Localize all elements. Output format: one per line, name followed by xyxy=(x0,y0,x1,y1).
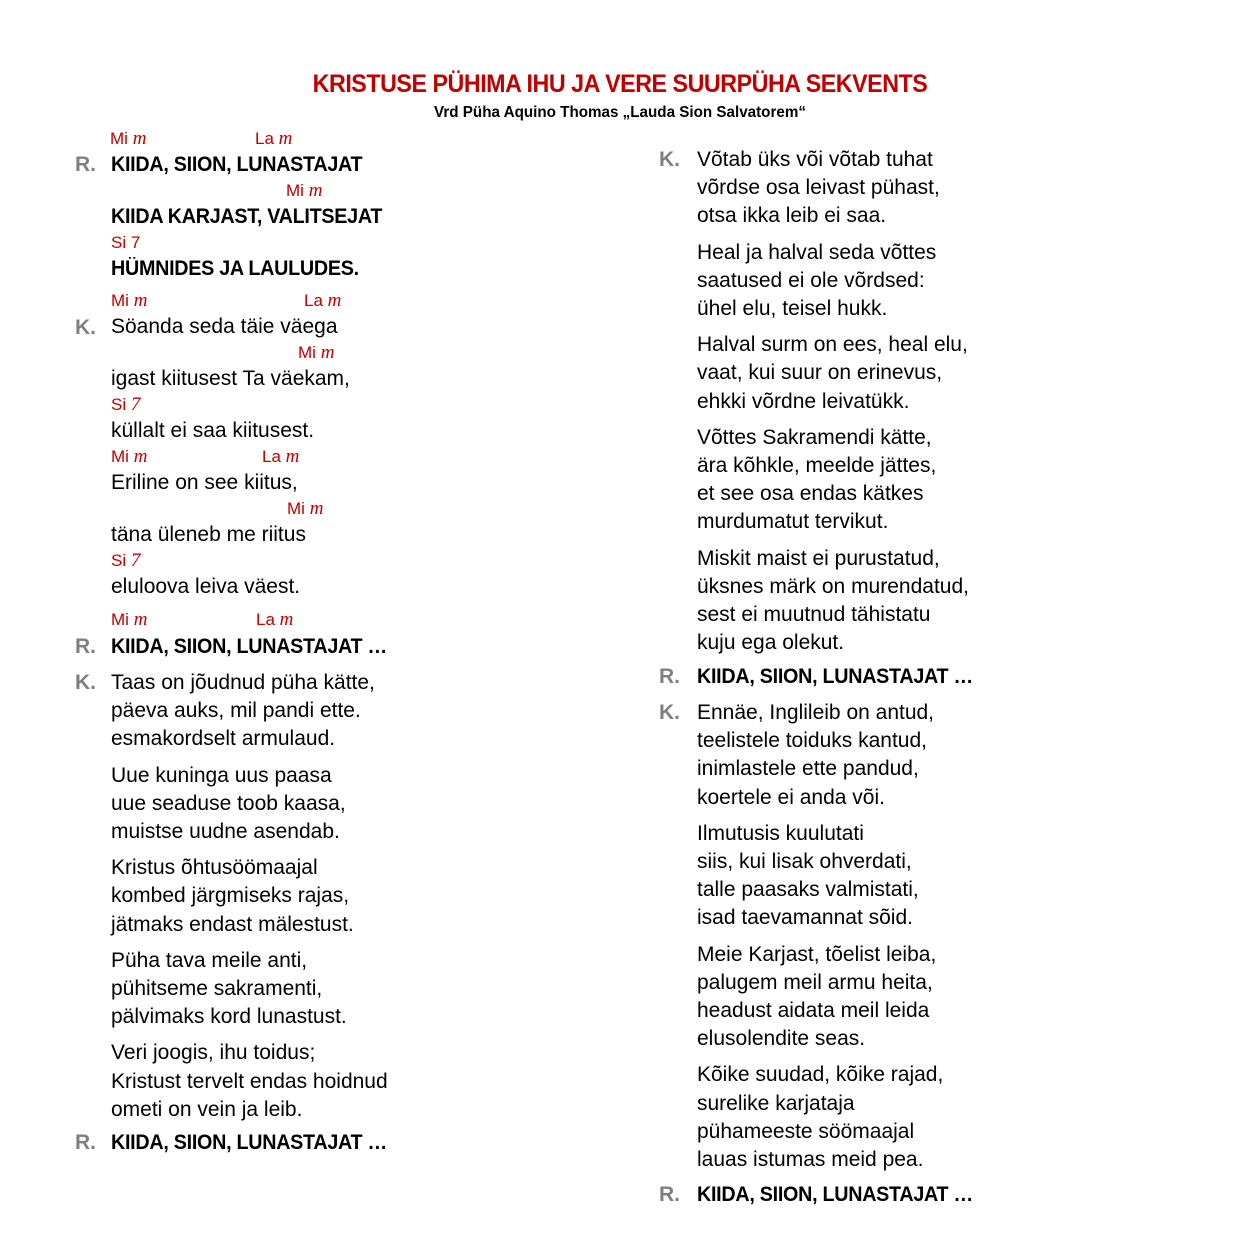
verse-line: sest ei muutnud tähistatu xyxy=(697,603,931,626)
verse-line: pälvimaks kord lunastust. xyxy=(111,1005,347,1029)
verse-line: murdumatut tervikut. xyxy=(697,510,889,534)
chord-la-minor: La m xyxy=(304,290,342,311)
verse-line: Ennäe, Inglileib on antud, xyxy=(697,701,935,724)
verse-line: headust aidata meil leida xyxy=(697,999,930,1022)
verse-line: saatused ei ole võrdsed: xyxy=(697,268,925,292)
verse-line: päeva auks, mil pandi ette. xyxy=(111,699,361,723)
page-title: KRISTUSE PÜHIMA IHU JA VERE SUURPÜHA SEKVENTS xyxy=(312,70,928,98)
refrain-line: KIIDA, SIION, LUNASTAJAT xyxy=(111,153,363,176)
refrain-line: HÜMNIDES JA LAULUDES. xyxy=(111,257,359,280)
chord-la-minor: La m xyxy=(256,609,294,630)
verse-label: K. xyxy=(75,671,96,694)
verse-line: Kõike suudad, kõike rajad, xyxy=(697,1063,944,1087)
verse-line: muistse uudne asendab. xyxy=(111,820,340,843)
chord-si-7: Si 7 xyxy=(111,394,141,415)
verse-line: vaat, kui suur on erinevus, xyxy=(697,361,943,385)
refrain-label: R. xyxy=(75,153,96,176)
refrain-label: R. xyxy=(75,1131,96,1154)
verse-line: Võtab üks või võtab tuhat xyxy=(697,148,933,171)
verse-line: kuju ega olekut. xyxy=(697,631,845,655)
verse-line: siis, kui lisak ohverdati, xyxy=(697,850,912,873)
refrain-label: R. xyxy=(659,665,680,688)
verse-line: inimlastele ette pandud, xyxy=(697,757,919,781)
verse-line: kombed järgmiseks rajas, xyxy=(111,884,350,908)
refrain-line: KIIDA, SIION, LUNASTAJAT … xyxy=(111,1131,387,1154)
chord-mi-minor: Mi m xyxy=(111,290,148,311)
verse-line: Võttes Sakramendi kätte, xyxy=(697,425,932,449)
verse-line: koertele ei anda või. xyxy=(697,785,885,809)
refrain-label: R. xyxy=(75,635,96,658)
verse-line: lauas istumas meid pea. xyxy=(697,1148,924,1171)
verse-line: eluloova leiva väest. xyxy=(111,575,301,598)
verse-line: Kristus õhtusöömaajal xyxy=(111,856,318,880)
verse-line: Kristust tervelt endas hoidnud xyxy=(111,1069,388,1093)
verse-line: ühel elu, teisel hukk. xyxy=(697,297,888,320)
verse-line: Heal ja halval seda võttes xyxy=(697,240,937,264)
verse-label: K. xyxy=(659,701,680,724)
refrain-label: R. xyxy=(659,1183,680,1206)
verse-line: isad taevamannat sõid. xyxy=(697,906,913,930)
verse-line: elusolendite seas. xyxy=(697,1027,866,1051)
verse-line: Ilmutusis kuulutati xyxy=(697,821,864,845)
chord-si-7: Si 7 xyxy=(111,233,141,252)
chord-mi-minor: Mi m xyxy=(287,498,324,519)
verse-line: uue seaduse toob kaasa, xyxy=(111,791,346,815)
verse-line: Eriline on see kiitus, xyxy=(111,471,298,494)
refrain-line: KIIDA, SIION, LUNASTAJAT … xyxy=(111,635,387,658)
verse-line: võrdse osa leivast pühast, xyxy=(697,176,940,200)
verse-line: pühitseme sakramenti, xyxy=(111,977,323,1000)
refrain-line: KIIDA, SIION, LUNASTAJAT … xyxy=(697,1183,973,1206)
verse-line: Veri joogis, ihu toidus; xyxy=(111,1041,316,1065)
verse-line: ometi on vein ja leib. xyxy=(111,1097,303,1121)
verse-line: ära kõhkle, meelde jättes, xyxy=(697,454,937,477)
verse-line: Taas on jõudnud püha kätte, xyxy=(111,671,375,694)
chord-mi-minor: Mi m xyxy=(110,128,147,149)
verse-line: teelistele toiduks kantud, xyxy=(697,729,927,753)
verse-line: täna üleneb me riitus xyxy=(111,523,306,546)
chord-mi-minor: Mi m xyxy=(111,609,148,630)
chord-si-7: Si 7 xyxy=(111,550,141,571)
verse-line: palugem meil armu heita, xyxy=(697,970,933,994)
verse-line: küllalt ei saa kiitusest. xyxy=(111,419,315,442)
verse-line: talle paasaks valmistati, xyxy=(697,878,919,902)
verse-line: pühameeste söömaajal xyxy=(697,1119,915,1143)
verse-line: Meie Karjast, tõelist leiba, xyxy=(697,942,937,966)
verse-line: otsa ikka leib ei saa. xyxy=(697,204,887,228)
verse-line: Püha tava meile anti, xyxy=(111,948,308,972)
chord-la-minor: La m xyxy=(255,128,293,149)
verse-line: Uue kuninga uus paasa xyxy=(111,763,332,787)
chord-la-minor: La m xyxy=(262,446,300,467)
verse-line: jätmaks endast mälestust. xyxy=(111,912,354,936)
verse-line: üksnes märk on murendatud, xyxy=(697,574,969,598)
verse-line: et see osa endas kätkes xyxy=(697,482,924,506)
verse-line: Miskit maist ei purustatud, xyxy=(697,546,940,570)
verse-line: esmakordselt armulaud. xyxy=(111,727,336,751)
verse-line: ehkki võrdne leivatükk. xyxy=(697,389,910,413)
verse-line: Halval surm on ees, heal elu, xyxy=(697,333,968,357)
chord-mi-minor: Mi m xyxy=(111,446,148,467)
verse-line: igast kiitusest Ta väekam, xyxy=(111,367,350,390)
chord-mi-minor: Mi m xyxy=(298,342,335,363)
refrain-line: KIIDA, SIION, LUNASTAJAT … xyxy=(697,665,973,688)
verse-label: K. xyxy=(75,316,96,339)
refrain-line: KIIDA KARJAST, VALITSEJAT xyxy=(111,205,383,228)
verse-label: K. xyxy=(659,148,680,171)
page-subtitle: Vrd Püha Aquino Thomas „Lauda Sion Salvatorem“ xyxy=(434,104,806,121)
verse-line: surelike karjataja xyxy=(697,1091,855,1115)
chord-mi-minor: Mi m xyxy=(286,180,323,201)
verse-line: Söanda seda täie väega xyxy=(111,315,338,338)
